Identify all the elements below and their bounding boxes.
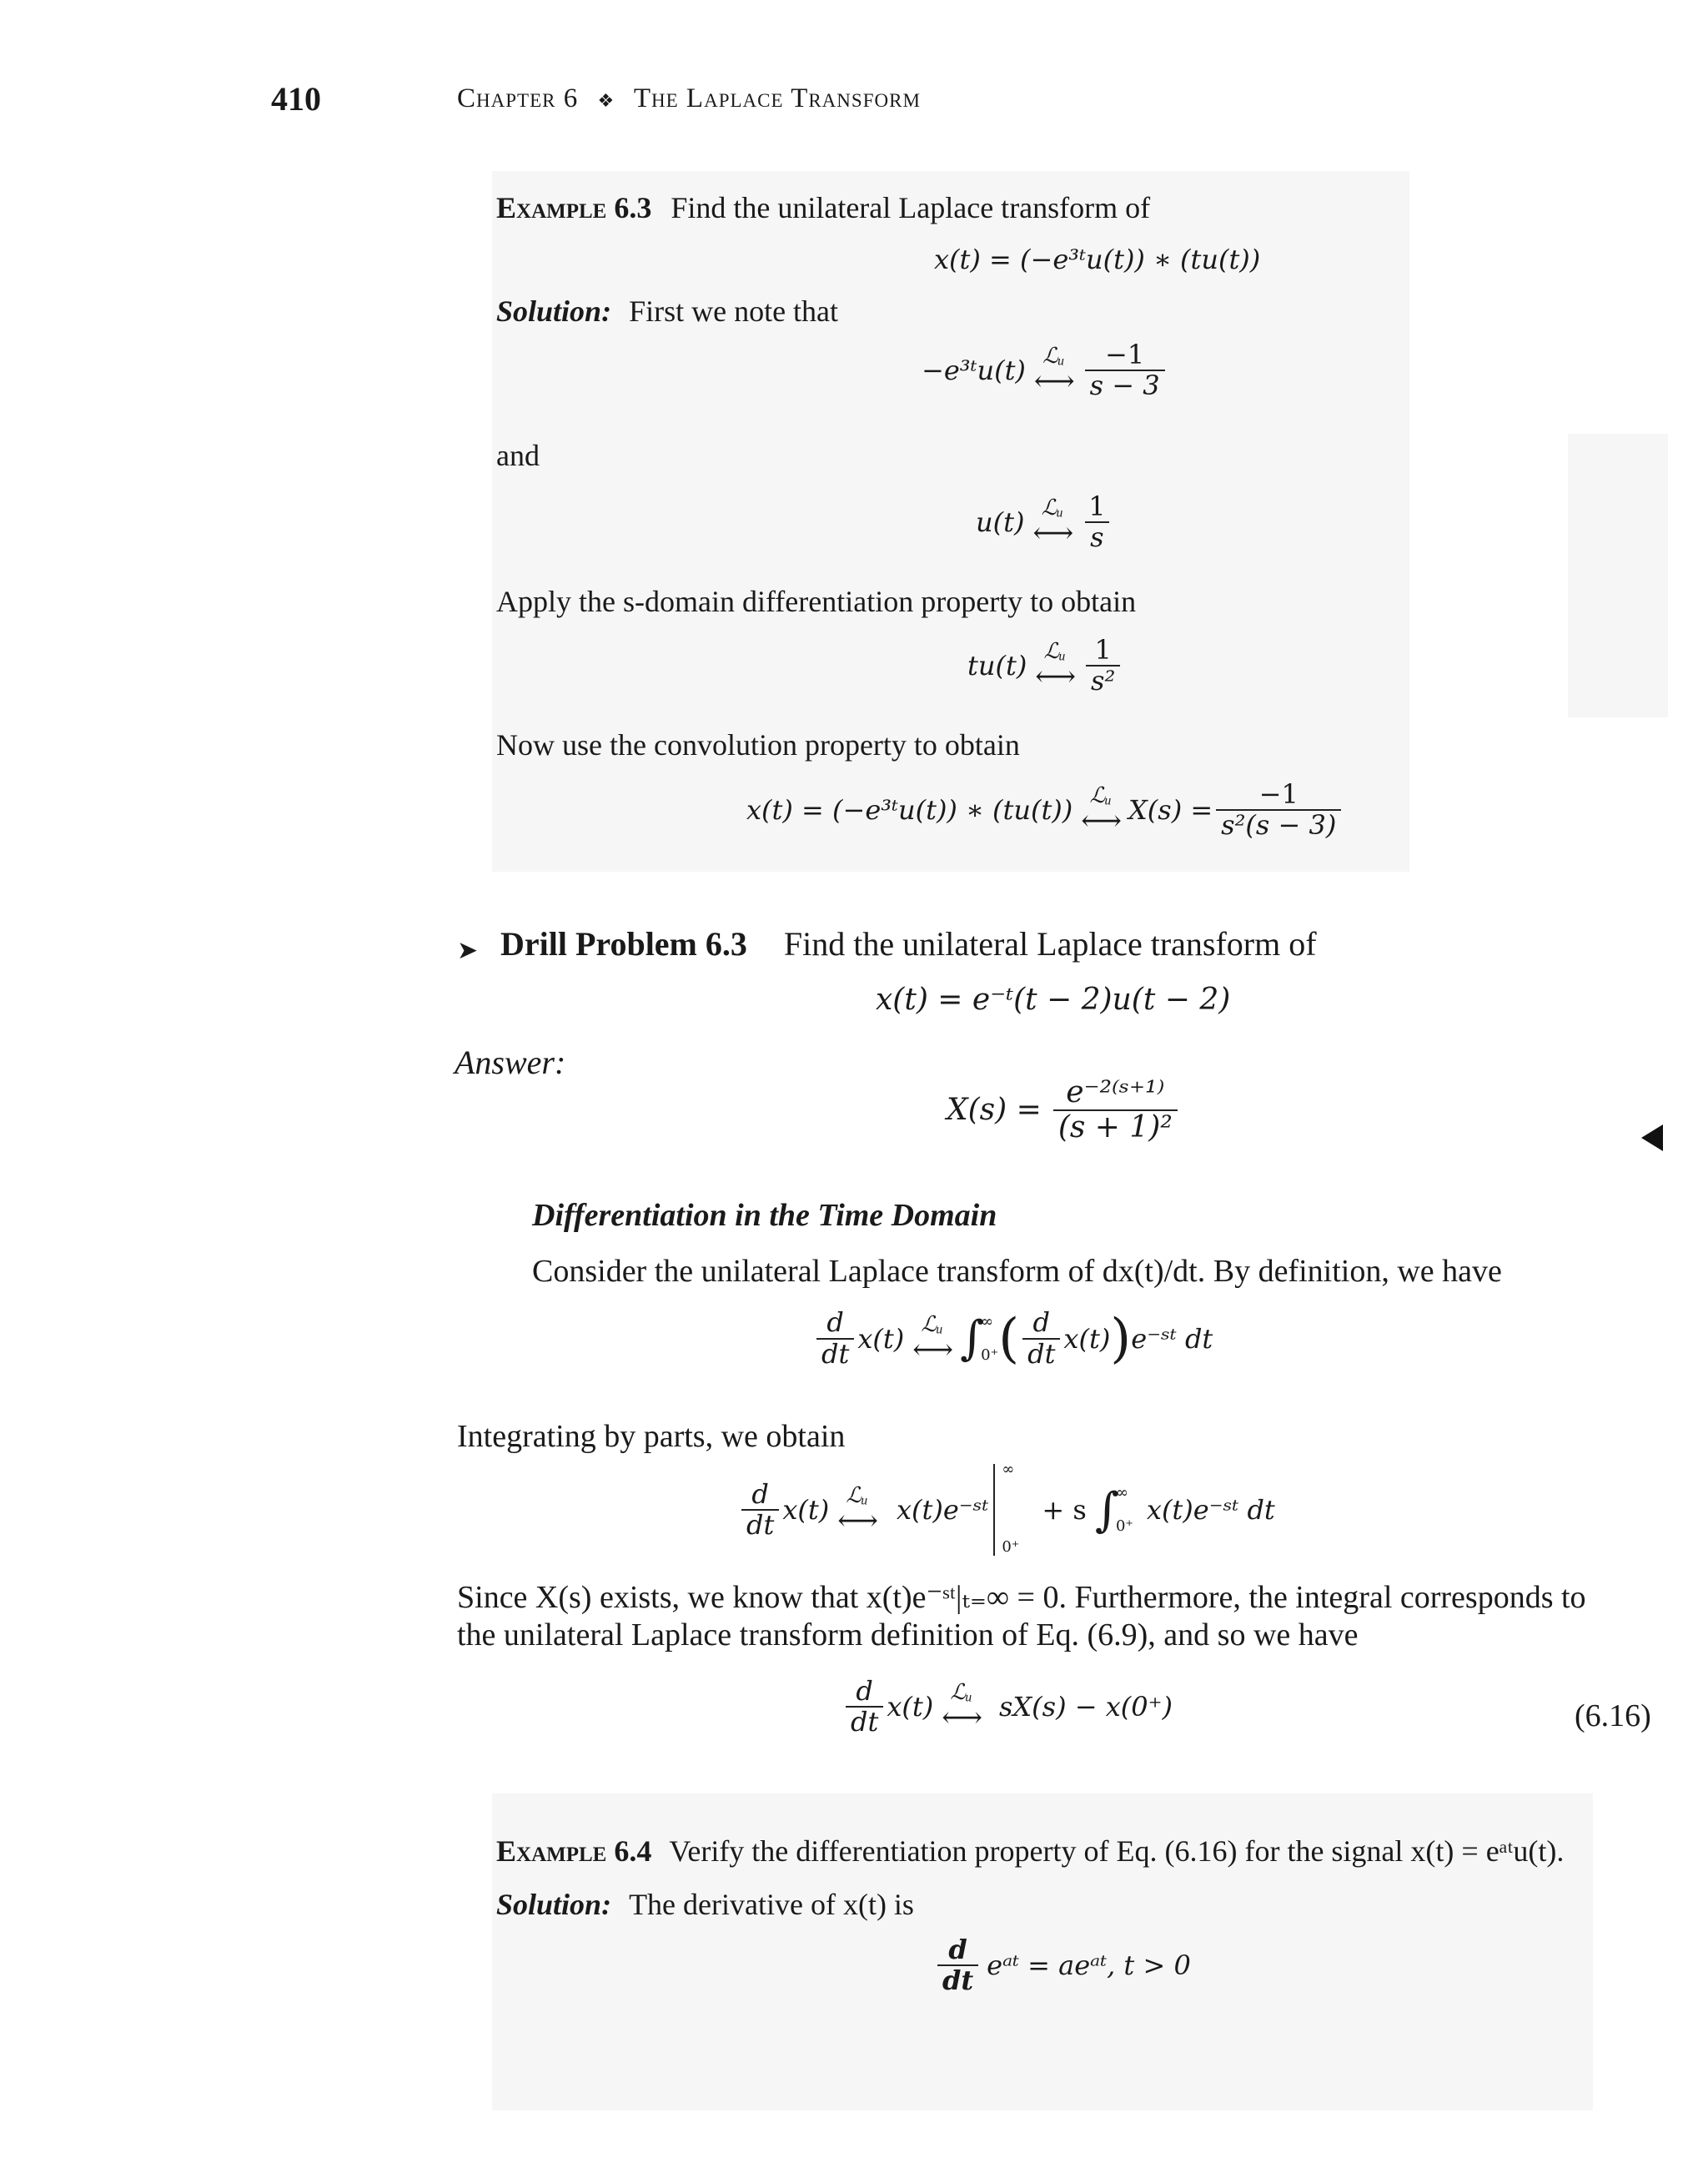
eq5-d: d (826, 1306, 844, 1339)
eq2-lhs: u(t) (976, 506, 1025, 539)
answer-label: Answer: (455, 1044, 566, 1081)
now-text: Now use the convolution property to obtain (496, 728, 1020, 762)
and-text: and (496, 439, 540, 472)
eq6-plus: + s (1042, 1494, 1087, 1526)
eq3-lhs: tu(t) (967, 650, 1027, 682)
equation-1 (922, 340, 1168, 400)
eq6-integral (1095, 1476, 1133, 1542)
example-6-4-label: Example 6.4 (496, 1834, 652, 1868)
eq6-lower-limit: 0⁺ (1115, 1517, 1133, 1535)
running-header (457, 83, 921, 114)
example-6-3-intro (496, 190, 1150, 225)
equation-number: (6.16) (1575, 1698, 1651, 1733)
page-number: 410 (271, 80, 321, 118)
eq7-derivative (846, 1677, 883, 1737)
eq2-denominator: s (1085, 521, 1108, 552)
eq3-fraction (1086, 636, 1120, 696)
eq7-x: x(t) (887, 1691, 934, 1723)
margin-shade (1568, 434, 1668, 717)
paragraph-1: Consider the unilateral Laplace transform of dx(t)/dt. By definition, we have (532, 1254, 1502, 1289)
laplace-arrow: ℒᵤ ⟷ (912, 1311, 952, 1366)
solution-text: First we note that (629, 294, 839, 328)
equation-3 (967, 636, 1123, 696)
ex64-dt: dt (937, 1964, 978, 1995)
answer-fraction (1053, 1076, 1178, 1144)
eq7-d: d (856, 1675, 873, 1707)
eq1-denominator: s − 3 (1085, 370, 1165, 400)
eq5-x: x(t) (857, 1322, 905, 1355)
ex64-d: d (948, 1934, 967, 1965)
example-label: Example 6.3 (496, 191, 652, 224)
eq6-x: x(t) (782, 1494, 830, 1526)
example-6-4-intro (496, 1834, 1564, 1869)
eq1-lhs: −e³ᵗu(t) (922, 355, 1026, 387)
eq2-numerator: 1 (1088, 490, 1106, 522)
eq5-inner-x: x(t) (1063, 1322, 1111, 1355)
right-paren: ) (1110, 1307, 1132, 1370)
laplace-arrow: ℒᵤ ⟷ (1081, 783, 1121, 838)
separator-icon: ❖ (597, 90, 615, 111)
eq5-inner-d: d (1032, 1306, 1050, 1339)
eq4-rhs: X(s) = (1128, 794, 1213, 827)
eq6-tail: x(t)e⁻ˢᵗ dt (1146, 1494, 1275, 1526)
example-6-4-solution-label: Solution: (496, 1888, 612, 1921)
equation-6-16 (842, 1677, 1173, 1737)
eq2-fraction (1083, 492, 1110, 552)
eq6-bar-upper: ∞ (1002, 1461, 1015, 1478)
eq6-bar-lower: 0⁺ (1002, 1538, 1020, 1556)
answer-equation (947, 1076, 1181, 1144)
answer-denominator: (s + 1)² (1053, 1109, 1178, 1144)
example-text: Find the unilateral Laplace transform of (671, 191, 1151, 224)
equation-4 (746, 780, 1344, 840)
solution-line (496, 294, 838, 329)
laplace-symbol: ℒᵤ (846, 1483, 868, 1507)
eq5-derivative (816, 1308, 854, 1368)
eq4-numerator: −1 (1258, 778, 1299, 810)
eq6-term1: x(t)e⁻ˢᵗ (896, 1494, 989, 1526)
eq5-integral (960, 1305, 998, 1371)
end-marker-icon (1641, 1124, 1663, 1151)
example-6-4-solution-text: The derivative of x(t) is (629, 1888, 914, 1921)
laplace-symbol: ℒᵤ (1042, 344, 1065, 369)
answer-numerator: e⁻²⁽ˢ⁺¹⁾ (1066, 1075, 1165, 1109)
eq6-dt: dt (741, 1509, 779, 1540)
eq5-lower-limit: 0⁺ (981, 1346, 999, 1364)
eq5-upper-limit: ∞ (981, 1313, 994, 1331)
eq5-tail: e⁻ˢᵗ dt (1131, 1322, 1213, 1355)
drill-text: Find the unilateral Laplace transform of (783, 925, 1317, 963)
laplace-symbol: ℒᵤ (1043, 639, 1066, 664)
eq4-lhs: x(t) = (−e³ᵗu(t)) ∗ (tu(t)) (746, 794, 1073, 827)
laplace-symbol: ℒᵤ (1089, 783, 1112, 808)
solution-label: Solution: (496, 294, 612, 328)
eq5-inner-dt: dt (1022, 1338, 1060, 1369)
laplace-arrow: ℒᵤ ⟷ (837, 1483, 877, 1537)
eq5-inner-derivative (1022, 1308, 1060, 1368)
eq6-derivative (741, 1477, 779, 1541)
section-heading: Differentiation in the Time Domain (532, 1198, 997, 1233)
drill-problem-line (500, 924, 1317, 963)
drill-label: Drill Problem 6.3 (500, 925, 747, 963)
evaluation-bar (993, 1461, 1020, 1556)
integral-sign: ∫ (959, 1311, 985, 1366)
eq3-denominator: s² (1086, 665, 1120, 696)
answer-lhs: X(s) = (947, 1093, 1042, 1128)
laplace-arrow: ℒᵤ ⟷ (1035, 639, 1075, 694)
eq1-numerator: −1 (1105, 339, 1145, 370)
paragraph-3-line-1: Since X(s) exists, we know that x(t)e⁻ˢᵗ|ₜ₌∞ = 0. Furthermore, the integral corresponds to (457, 1580, 1586, 1615)
example-6-4-equation (934, 1935, 1191, 1995)
eq5-dt: dt (816, 1338, 854, 1369)
ex64-rhs: eᵃᵗ = aeᵃᵗ, t > 0 (987, 1949, 1191, 1982)
paragraph-3-line-2: the unilateral Laplace transform definition of Eq. (6.9), and so we have (457, 1617, 1359, 1652)
eq3-numerator: 1 (1094, 634, 1112, 666)
laplace-symbol: ℒᵤ (1041, 495, 1063, 521)
laplace-arrow: ℒᵤ ⟷ (1033, 344, 1073, 399)
example-6-3-shade (492, 171, 1409, 872)
equation-5 (813, 1305, 1213, 1371)
integral-sign: ∫ (1094, 1482, 1119, 1537)
example-6-4-text: Verify the differentiation property of Eq. (6.16) for the signal x(t) = eᵃᵗu(t). (669, 1834, 1565, 1868)
example-6-4-solution (496, 1887, 914, 1922)
eq7-rhs: sX(s) − x(0⁺) (998, 1691, 1173, 1723)
eq4-fraction (1216, 780, 1341, 840)
ex64-derivative (937, 1935, 978, 1995)
drill-equation: x(t) = e⁻ᵗ(t − 2)u(t − 2) (876, 983, 1231, 1017)
laplace-symbol: ℒᵤ (921, 1311, 943, 1336)
eq1-fraction (1085, 340, 1165, 400)
left-paren: ( (998, 1307, 1020, 1370)
eq4-denominator: s²(s − 3) (1216, 809, 1341, 840)
example-6-3-equation: x(t) = (−e³ᵗu(t)) ∗ (tu(t)) (934, 244, 1261, 275)
equation-2 (976, 492, 1114, 552)
paragraph-2: Integrating by parts, we obtain (457, 1419, 846, 1454)
eq6-upper-limit: ∞ (1115, 1484, 1128, 1502)
laplace-symbol: ℒᵤ (950, 1680, 972, 1705)
eq7-dt: dt (846, 1706, 883, 1737)
eq6-d: d (751, 1477, 769, 1510)
chapter-title: The Laplace Transform (633, 83, 921, 113)
equation-6 (738, 1461, 1275, 1556)
chapter-label: Chapter 6 (457, 83, 579, 113)
drill-icon: ➤ (457, 937, 479, 964)
laplace-arrow: ℒᵤ ⟷ (1032, 495, 1073, 551)
laplace-arrow: ℒᵤ ⟷ (942, 1680, 981, 1735)
apply-text: Apply the s-domain differentiation property to obtain (496, 585, 1137, 618)
